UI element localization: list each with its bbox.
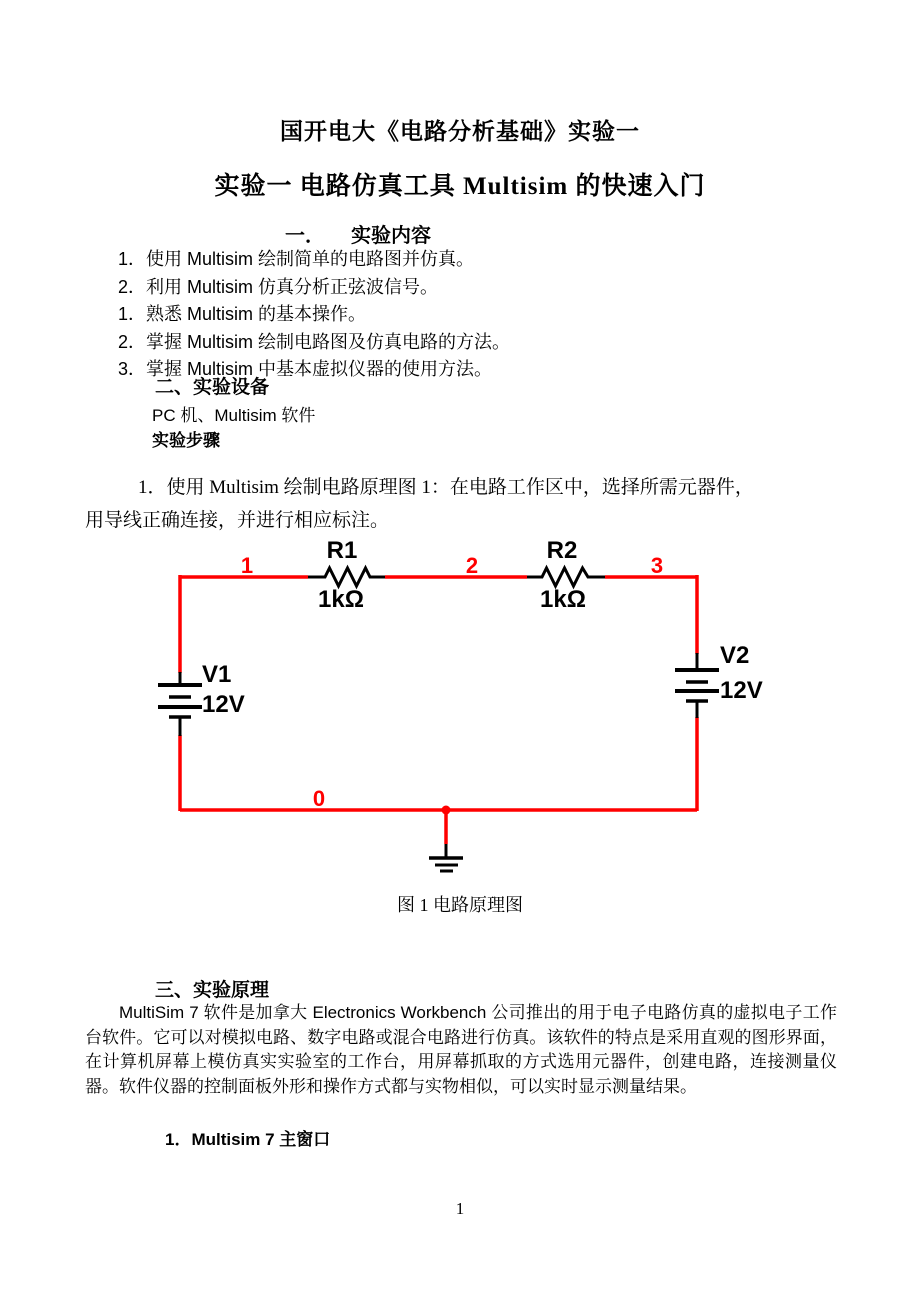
principle-paragraph: MultiSim 7 软件是加拿大 Electronics Workbench 公司推出的用于电子电路仿真的虚拟电子工作台软件。它可以对模拟电路、数字电路或混合电路进行仿真。该软件的特点是采用直观的图形界面，在计算机屏幕上模仿真实实验室的工作台，用屏幕抓取的方式选用元器件，创建电路，连接测量仪器。软件仪器的控制面板外形和操作方式都与实物相似，可以实时显示测量结果。 (85, 1003, 837, 1096)
experiment-content-list (118, 246, 510, 384)
section-heading-content (285, 219, 431, 248)
node-label-3: 3 (650, 553, 664, 578)
circuit-schematic (138, 530, 783, 882)
step1-text-line1: 1．使用 Multisim 绘制电路原理图 1：在电路工作区中，选择所需元器件， (138, 477, 754, 498)
document-title: 国开电大《电路分析基础》实验一 (280, 119, 640, 144)
equipment-text: PC 机、Multisim 软件 (152, 406, 316, 425)
section-number: 一． (285, 225, 325, 247)
junction-dot (442, 806, 451, 815)
step1-text-line2: 用导线正确连接，并进行相应标注。 (85, 510, 390, 531)
r1-ref-label: R1 (326, 537, 358, 564)
list-item: 2．掌握 Multisim 绘制电路图及仿真电路的方法。 (118, 331, 511, 352)
list-item: 1．熟悉 Multisim 的基本操作。 (118, 304, 367, 324)
battery-v1 (158, 672, 202, 736)
v2-value-label: 12V (720, 677, 763, 704)
v1-ref-label: V1 (202, 661, 232, 688)
node-label-2: 2 (465, 553, 479, 578)
section-heading-principle: 三、实验原理 (155, 980, 270, 1001)
wires (180, 575, 697, 844)
section-title: 实验内容 (351, 225, 431, 247)
page-number: 1 (455, 1199, 465, 1218)
resistor-r2 (527, 568, 605, 586)
steps-label: 实验步骤 (152, 431, 220, 450)
r1-value-label: 1kΩ (318, 586, 364, 613)
r2-value-label: 1kΩ (540, 586, 586, 613)
section-heading-equipment: 二、实验设备 (155, 377, 270, 398)
v2-ref-label: V2 (720, 642, 750, 669)
list-item: 2．利用 Multisim 仿真分析正弦波信号。 (118, 276, 439, 297)
resistor-r1 (308, 568, 385, 586)
battery-v2 (675, 653, 719, 718)
node-label-0: 0 (312, 786, 326, 811)
v1-value-label: 12V (202, 691, 245, 718)
principle-subitem: 1．Multisim 7 主窗口 (165, 1130, 331, 1149)
r2-ref-label: R2 (546, 537, 578, 564)
figure-caption: 图 1 电路原理图 (397, 895, 523, 915)
node-label-1: 1 (240, 553, 254, 578)
list-item: 3．掌握 Multisim 中基本虚拟仪器的使用方法。 (118, 359, 493, 379)
experiment-title: 实验一 电路仿真工具 Multisim 的快速入门 (214, 173, 706, 200)
list-item: 1．使用 Multisim 绘制简单的电路图并仿真。 (118, 249, 475, 269)
ground-icon (429, 844, 463, 871)
